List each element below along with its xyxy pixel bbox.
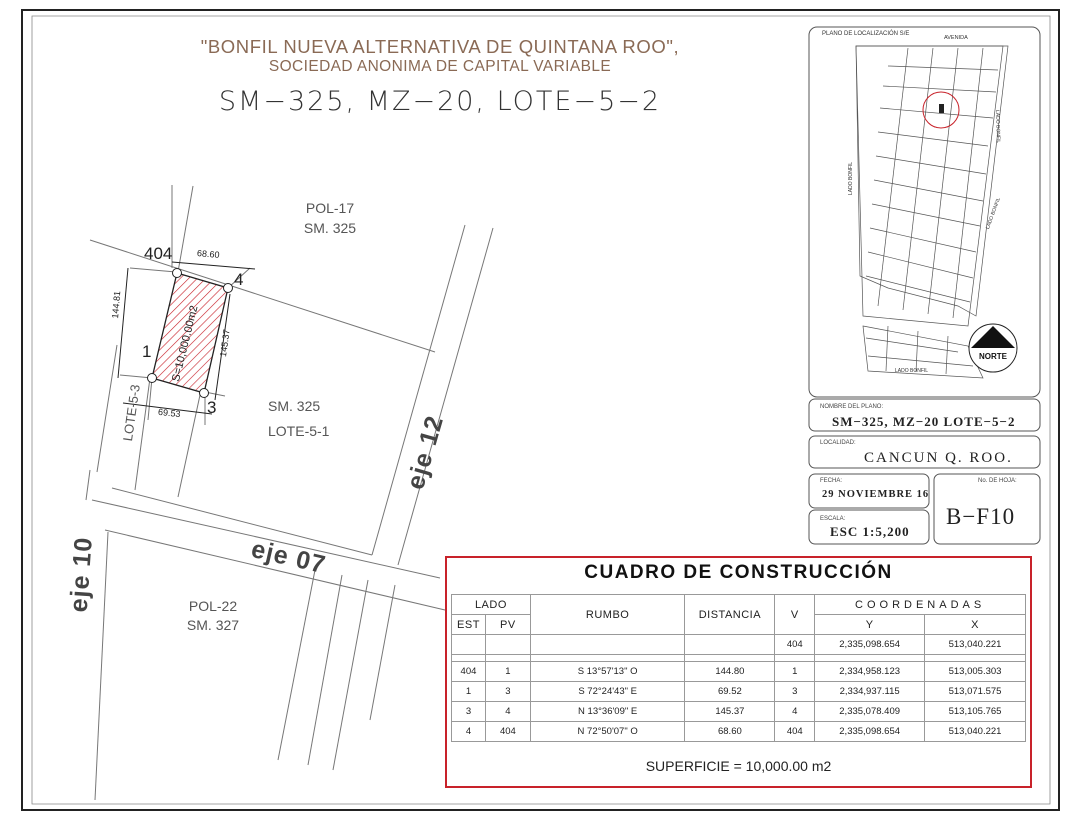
fecha-caption: FECHA: bbox=[820, 478, 843, 484]
cuadro-title: CUADRO DE CONSTRUCCIÓN bbox=[584, 562, 893, 583]
th-v: V bbox=[775, 595, 815, 635]
cell-distancia: 145.37 bbox=[685, 702, 775, 722]
vertex-1-label: 1 bbox=[142, 342, 152, 361]
lote53-label: LOTE-5-3 bbox=[120, 383, 143, 443]
cell-y: 2,335,098.654 bbox=[815, 722, 925, 742]
cell-y: 2,335,078.409 bbox=[815, 702, 925, 722]
vertex-3-label: 3 bbox=[207, 398, 217, 417]
cell-est: 1 bbox=[452, 682, 486, 702]
cell-pv: 3 bbox=[485, 682, 530, 702]
superficie-label: SUPERFICIE = 10,000.00 m2 bbox=[645, 758, 832, 774]
table-row bbox=[452, 662, 1026, 682]
cell-x: 513,040.221 bbox=[925, 722, 1026, 742]
table-row bbox=[452, 682, 1026, 702]
lado-bonfil-1: LADO BONFIL bbox=[994, 110, 1002, 144]
dim-top: 68.60 bbox=[196, 248, 220, 260]
cell-rumbo: S 13°57'13" O bbox=[530, 662, 685, 682]
company-name: "BONFIL NUEVA ALTERNATIVA DE QUINTANA ROO", bbox=[200, 36, 680, 57]
cell-est: 3 bbox=[452, 702, 486, 722]
lote51-label: LOTE-5-1 bbox=[268, 423, 330, 439]
eje07-label: eje 07 bbox=[248, 535, 329, 580]
table-row bbox=[452, 722, 1026, 742]
cell-x: 513,071.575 bbox=[925, 682, 1026, 702]
avenida-label: AVENIDA bbox=[944, 35, 968, 41]
locator-map bbox=[808, 26, 1041, 398]
cell-y: 2,334,937.115 bbox=[815, 682, 925, 702]
pol17-label: POL-17 bbox=[305, 200, 355, 216]
th-est: EST bbox=[452, 615, 486, 635]
cell-pv: 4 bbox=[485, 702, 530, 722]
hoja-value: B−F10 bbox=[946, 504, 1016, 529]
vertex-404-label: 404 bbox=[144, 244, 173, 263]
cell-pv: 404 bbox=[485, 722, 530, 742]
localidad-value: CANCUN Q. ROO. bbox=[864, 450, 1013, 466]
cuadro-table bbox=[451, 594, 1026, 742]
cell-x: 513,105.765 bbox=[925, 702, 1026, 722]
cell-distancia: 144.80 bbox=[685, 662, 775, 682]
th-pv: PV bbox=[485, 615, 530, 635]
north-arrow: NORTE bbox=[979, 352, 1007, 361]
cell-x: 513,005.303 bbox=[925, 662, 1026, 682]
cell-distancia: 68.60 bbox=[685, 722, 775, 742]
cell-distancia: 69.52 bbox=[685, 682, 775, 702]
lot-title: SM−325, MZ−20, LOTE−5−2 bbox=[218, 86, 662, 117]
cell-rumbo: S 72°24'43" E bbox=[530, 682, 685, 702]
sm325-label: SM. 325 bbox=[268, 398, 321, 414]
dim-left: 144.81 bbox=[110, 290, 123, 319]
th-lado: LADO bbox=[452, 595, 531, 615]
cell-est: 404 bbox=[452, 662, 486, 682]
th-x: X bbox=[925, 615, 1026, 635]
eje10-label: eje 10 bbox=[64, 535, 98, 614]
dim-bottom: 69.53 bbox=[157, 406, 181, 420]
table-row bbox=[452, 635, 1026, 655]
escala-caption: ESCALA: bbox=[820, 516, 846, 522]
table-row bbox=[452, 702, 1026, 722]
cell-y: 2,334,958.123 bbox=[815, 662, 925, 682]
lado-bonfil-4: LADO BONFIL bbox=[895, 368, 929, 374]
company-type: SOCIEDAD ANONIMA DE CAPITAL VARIABLE bbox=[268, 58, 612, 75]
localidad-caption: LOCALIDAD: bbox=[820, 440, 856, 446]
th-distancia: DISTANCIA bbox=[685, 595, 775, 635]
th-y: Y bbox=[815, 615, 925, 635]
cell-v: 3 bbox=[775, 682, 815, 702]
cell-v: 404 bbox=[775, 722, 815, 742]
lado-bonfil-3: LADO BONFIL bbox=[985, 196, 1002, 231]
nombre-caption: NOMBRE DEL PLANO: bbox=[820, 404, 884, 410]
pol22-label: POL-22 bbox=[188, 598, 238, 614]
cell-rumbo: N 72°50'07" O bbox=[530, 722, 685, 742]
th-rumbo: RUMBO bbox=[530, 595, 685, 635]
eje12-label: eje 12 bbox=[401, 412, 450, 493]
dim-right: 145.37 bbox=[218, 328, 232, 358]
cell-v: 404 bbox=[775, 635, 815, 655]
nombre-value: SM−325, MZ−20 LOTE−5−2 bbox=[832, 414, 1016, 429]
cell-est: 4 bbox=[452, 722, 486, 742]
sm327-label: SM. 327 bbox=[186, 617, 240, 633]
th-coordenadas: COORDENADAS bbox=[815, 595, 1026, 615]
cell-rumbo: N 13°36'09" E bbox=[530, 702, 685, 722]
lado-bonfil-2: LADO BONFIL bbox=[848, 161, 854, 195]
escala-value: ESC 1:5,200 bbox=[830, 524, 910, 539]
area-label: S=10,000.00m2 bbox=[170, 304, 201, 383]
cell-pv: 1 bbox=[485, 662, 530, 682]
vertex-4-label: 4 bbox=[234, 270, 244, 289]
fecha-value: 29 NOVIEMBRE 16 bbox=[822, 489, 930, 500]
locator-title: PLANO DE LOCALIZACIÓN S/E bbox=[822, 31, 910, 37]
hoja-caption: No. DE HOJA: bbox=[978, 478, 1017, 484]
cell-v: 1 bbox=[775, 662, 815, 682]
cell-y: 2,335,098.654 bbox=[815, 635, 925, 655]
cell-x: 513,040.221 bbox=[925, 635, 1026, 655]
sm325-top-label: SM. 325 bbox=[303, 220, 357, 236]
cell-v: 4 bbox=[775, 702, 815, 722]
